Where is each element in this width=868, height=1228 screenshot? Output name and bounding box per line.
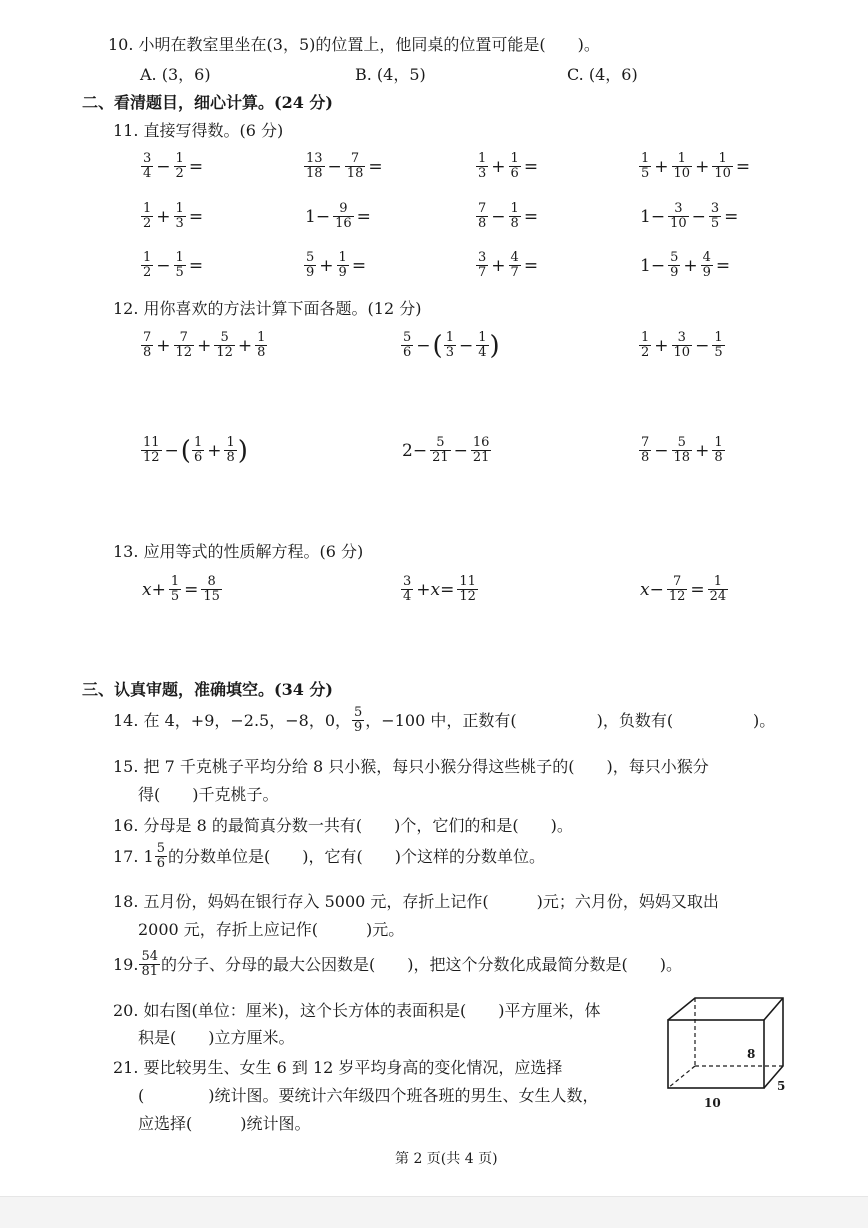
numerator: 4 (510, 250, 519, 265)
numerator: 5 (306, 250, 315, 265)
numerator: 1 (175, 151, 184, 166)
fraction (639, 152, 651, 181)
fraction (639, 331, 651, 360)
fraction (672, 152, 693, 181)
fraction (701, 251, 713, 280)
operator: − (156, 255, 171, 276)
operator: + (207, 440, 222, 461)
operator: + (695, 156, 710, 177)
fraction (255, 331, 267, 360)
denominator: 9 (306, 265, 315, 280)
numerator: 3 (677, 330, 686, 345)
numerator: 4 (702, 250, 711, 265)
numerator: 1 (713, 574, 723, 589)
numerator: 5 (436, 435, 445, 450)
fraction (672, 331, 693, 360)
operator: − (416, 335, 431, 356)
viewer-bottom-bar (0, 1196, 868, 1228)
fraction (401, 331, 413, 360)
fraction (712, 436, 724, 465)
numerator: 1 (714, 330, 723, 345)
parenthesis: ( (432, 330, 443, 361)
fraction (476, 152, 488, 181)
numerator: 1 (193, 435, 203, 450)
operator: + (654, 156, 669, 177)
fraction (708, 575, 729, 604)
q11-expr (140, 202, 205, 231)
fraction (174, 251, 186, 280)
denominator: 7 (478, 265, 487, 280)
denominator: 4 (403, 589, 412, 604)
denominator: 10 (714, 166, 731, 181)
operator: + (654, 335, 669, 356)
question-21-line-1: 21. 要比较男生、女生 6 到 12 岁平均身高的变化情况，应选择 (113, 1058, 563, 1077)
operator: − (691, 206, 706, 227)
numerator: 1 (175, 201, 184, 216)
operator: = (690, 579, 705, 600)
denominator: 5 (170, 589, 180, 604)
numerator: 7 (179, 330, 188, 345)
q11-expr (140, 251, 205, 280)
numerator: 7 (350, 151, 360, 166)
question-10: 10. 小明在教室里坐在(3，5)的位置上，他同桌的位置可能是( )。 (108, 35, 600, 54)
operator: + (156, 206, 171, 227)
fraction (430, 436, 451, 465)
denominator: 12 (143, 450, 160, 465)
question-13-title: 13. 应用等式的性质解方程。(6 分) (113, 542, 364, 561)
q19-text-a: 19. (113, 954, 139, 974)
denominator: 21 (432, 450, 449, 465)
denominator: 3 (478, 166, 487, 181)
operator: − (654, 440, 669, 461)
numerator: 5 (677, 435, 686, 450)
fraction (333, 202, 354, 231)
numerator: 1 (143, 250, 152, 265)
operator: = (368, 156, 383, 177)
operator: = (523, 255, 539, 276)
fraction (509, 202, 521, 231)
numerator: 1 (338, 250, 347, 265)
numerator: 1 (257, 330, 266, 345)
operator: x− (640, 579, 664, 600)
numerator: 3 (674, 201, 683, 216)
numerator: 7 (478, 201, 487, 216)
q14-fraction (352, 706, 364, 735)
denominator: 10 (673, 345, 691, 360)
fraction (667, 575, 688, 604)
page-number: 第 2 页(共 4 页) (395, 1151, 498, 1167)
denominator: 8 (257, 345, 266, 360)
denominator: 12 (175, 345, 193, 360)
denominator: 8 (714, 450, 723, 465)
denominator: 8 (226, 450, 235, 465)
question-12-title: 12. 用你喜欢的方法计算下面各题。(12 分) (113, 299, 422, 318)
cuboid-hidden-edges (668, 998, 783, 1088)
operator: − (695, 335, 710, 356)
cuboid-diagram (660, 990, 800, 1120)
q12-expr (140, 331, 268, 360)
numerator: 1 (143, 201, 152, 216)
operator: − (327, 156, 342, 177)
denominator: 5 (175, 265, 184, 280)
operator: − (491, 206, 506, 227)
denominator: 9 (354, 720, 363, 735)
operator: = (523, 156, 539, 177)
operator: = (735, 156, 751, 177)
denominator: 10 (673, 166, 691, 181)
numerator: 1 (175, 250, 184, 265)
operator: 1− (305, 206, 331, 227)
fraction (444, 331, 456, 360)
operator: 2− (402, 440, 428, 461)
fraction (141, 331, 153, 360)
cuboid-back-edges (668, 998, 783, 1088)
q13-equation (140, 575, 223, 604)
q11-expr (140, 152, 205, 181)
operator: − (453, 440, 468, 461)
denominator: 3 (445, 345, 454, 360)
operator: + (683, 255, 698, 276)
denominator: 2 (143, 265, 152, 280)
section-3-title: 三、认真审题，准确填空。(34 分) (82, 680, 333, 699)
question-21-line-2: ( )统计图。要统计六年级四个班各班的男生、女生人数， (138, 1086, 599, 1105)
numerator: 9 (339, 201, 348, 216)
denominator: 4 (478, 345, 487, 360)
numerator: 1 (510, 201, 519, 216)
question-18-line-2: 2000 元，存折上应记作( )元。 (138, 920, 405, 939)
q11-expr (475, 251, 540, 280)
q11-expr (303, 152, 385, 181)
numerator: 7 (672, 574, 682, 589)
q17-text-b: 的分数单位是( )，它有( )个这样的分数单位。 (168, 846, 545, 866)
denominator: 12 (216, 345, 233, 360)
denominator: 6 (403, 345, 412, 360)
numerator: 5 (354, 705, 363, 720)
fraction (476, 202, 488, 231)
fraction (476, 331, 488, 360)
q13-equation (400, 575, 479, 604)
numerator: 7 (641, 435, 650, 450)
denominator: 16 (335, 216, 352, 231)
question-11-title: 11. 直接写得数。(6 分) (113, 121, 284, 140)
q12-expr (638, 331, 726, 360)
numerator: 7 (143, 330, 152, 345)
fraction (639, 436, 651, 465)
operator: = (351, 255, 367, 276)
numerator: 1 (641, 151, 650, 166)
numerator: 1 (677, 151, 686, 166)
numerator: 1 (445, 330, 454, 345)
q11-expr (638, 251, 732, 280)
q10-option-b: B. (4，5) (355, 65, 426, 84)
numerator: 1 (714, 435, 723, 450)
numerator: 1 (641, 330, 650, 345)
operator: = (184, 579, 199, 600)
denominator: 9 (702, 265, 711, 280)
denominator: 18 (346, 166, 364, 181)
parenthesis: ( (180, 435, 191, 466)
question-18-line-1: 18. 五月份，妈妈在银行存入 5000 元，存折上记作( )元；六月份，妈妈又取出 (113, 892, 719, 911)
denominator: 6 (156, 856, 165, 871)
q11-expr (475, 152, 540, 181)
fraction (141, 152, 153, 181)
operator: x+ (142, 579, 166, 600)
numerator: 54 (141, 949, 158, 964)
fraction (224, 436, 236, 465)
numerator: 11 (459, 574, 476, 589)
fraction (141, 251, 153, 280)
operator: +x= (416, 579, 455, 600)
fraction (141, 202, 153, 231)
q11-expr (303, 202, 373, 231)
denominator: 21 (472, 450, 490, 465)
numerator: 3 (710, 201, 720, 216)
fraction (304, 251, 316, 280)
section-2-title: 二、看清题目，细心计算。(24 分) (82, 93, 333, 112)
q11-expr (475, 202, 540, 231)
q10-option-c: C. (4，6) (567, 65, 638, 84)
q11-expr (303, 251, 368, 280)
denominator: 5 (714, 345, 723, 360)
denominator: 12 (668, 589, 686, 604)
operator: + (695, 440, 710, 461)
q14-text-b: ，−100 中，正数有( )，负数有( )。 (365, 710, 776, 730)
q11-expr (638, 202, 740, 231)
operator: = (523, 206, 539, 227)
fraction (668, 202, 689, 231)
numerator: 3 (403, 574, 412, 589)
q11-expr (638, 152, 752, 181)
denominator: 8 (143, 345, 152, 360)
numerator: 8 (207, 574, 216, 589)
denominator: 12 (459, 589, 476, 604)
question-14 (113, 706, 775, 735)
denominator: 7 (510, 265, 519, 280)
numerator: 11 (143, 435, 160, 450)
parenthesis: ) (489, 330, 500, 361)
fraction (509, 152, 521, 181)
fraction (304, 152, 325, 181)
denominator: 18 (673, 450, 691, 465)
fraction (712, 331, 724, 360)
numerator: 3 (143, 151, 152, 166)
parenthesis: ) (237, 435, 248, 466)
fraction (476, 251, 488, 280)
fraction (709, 202, 721, 231)
q17-text-a: 17. 1 (113, 846, 154, 866)
cuboid-height-label: 8 (747, 1047, 756, 1061)
operator: − (164, 440, 179, 461)
operator: + (156, 335, 171, 356)
operator: = (188, 206, 204, 227)
q13-equation (638, 575, 729, 604)
denominator: 3 (175, 216, 184, 231)
operator: − (156, 156, 171, 177)
q10-option-a: A. (3，6) (140, 65, 211, 84)
fraction (169, 575, 181, 604)
operator: + (197, 335, 212, 356)
denominator: 15 (203, 589, 220, 604)
denominator: 8 (510, 216, 519, 231)
numerator: 1 (510, 151, 519, 166)
question-19 (113, 950, 682, 979)
q12-expr (400, 331, 500, 360)
denominator: 2 (641, 345, 650, 360)
numerator: 1 (170, 574, 180, 589)
denominator: 24 (709, 589, 727, 604)
numerator: 5 (670, 250, 679, 265)
numerator: 5 (403, 330, 412, 345)
question-15-line-1: 15. 把 7 千克桃子平均分给 8 只小猴，每只小猴分得这些桃子的( )，每只小猴分 (113, 757, 709, 776)
denominator: 8 (641, 450, 650, 465)
numerator: 1 (718, 151, 727, 166)
q19-fraction (139, 950, 160, 979)
fraction (471, 436, 492, 465)
denominator: 6 (510, 166, 519, 181)
q12-expr (638, 436, 726, 465)
fraction (457, 575, 478, 604)
numerator: 1 (226, 435, 235, 450)
denominator: 18 (306, 166, 323, 181)
cuboid-top-right-edge (764, 998, 783, 1020)
operator: = (188, 255, 204, 276)
denominator: 2 (143, 216, 152, 231)
operator: + (491, 156, 506, 177)
fraction (192, 436, 204, 465)
denominator: 9 (338, 265, 347, 280)
question-16: 16. 分母是 8 的最简真分数一共有( )个，它们的和是( )。 (113, 816, 573, 835)
denominator: 5 (641, 166, 650, 181)
q17-fraction (155, 842, 167, 871)
q12-expr (140, 436, 248, 465)
fraction (337, 251, 349, 280)
question-17 (113, 842, 545, 871)
operator: − (458, 335, 474, 356)
numerator: 1 (478, 151, 487, 166)
question-15-line-2: 得( )千克桃子。 (138, 785, 279, 804)
denominator: 9 (670, 265, 679, 280)
fraction (174, 331, 195, 360)
denominator: 6 (193, 450, 203, 465)
numerator: 5 (220, 330, 229, 345)
q14-text-a: 14. 在 4，+9，−2.5，−8，0， (113, 710, 352, 730)
cuboid-depth-label: 5 (777, 1079, 786, 1093)
denominator: 2 (175, 166, 184, 181)
q19-text-b: 的分子、分母的最大公因数是( )，把这个分数化成最简分数是( )。 (161, 954, 682, 974)
denominator: 81 (141, 964, 158, 979)
fraction (672, 436, 693, 465)
question-20-line-2: 积是( )立方厘米。 (138, 1028, 295, 1047)
operator: 1− (640, 206, 666, 227)
operator: + (237, 335, 253, 356)
operator: = (356, 206, 371, 227)
numerator: 13 (306, 151, 323, 166)
fraction (509, 251, 521, 280)
question-21-line-3: 应选择( )统计图。 (138, 1114, 311, 1133)
fraction (141, 436, 162, 465)
fraction (201, 575, 222, 604)
denominator: 5 (710, 216, 720, 231)
numerator: 1 (478, 330, 487, 345)
numerator: 5 (156, 841, 165, 856)
operator: = (715, 255, 731, 276)
fraction (401, 575, 413, 604)
operator: = (724, 206, 739, 227)
denominator: 8 (478, 216, 487, 231)
fraction (712, 152, 733, 181)
numerator: 3 (478, 250, 487, 265)
numerator: 16 (472, 435, 490, 450)
operator: + (491, 255, 506, 276)
fraction (345, 152, 366, 181)
fraction (214, 331, 235, 360)
fraction (668, 251, 680, 280)
question-20-line-1: 20. 如右图(单位：厘米)，这个长方体的表面积是( )平方厘米，体 (113, 1001, 601, 1020)
cuboid-length-label: 10 (704, 1096, 721, 1110)
denominator: 4 (143, 166, 152, 181)
denominator: 10 (670, 216, 687, 231)
operator: 1− (640, 255, 666, 276)
operator: + (319, 255, 334, 276)
operator: = (188, 156, 204, 177)
fraction (174, 202, 186, 231)
q12-expr (400, 436, 492, 465)
fraction (174, 152, 186, 181)
